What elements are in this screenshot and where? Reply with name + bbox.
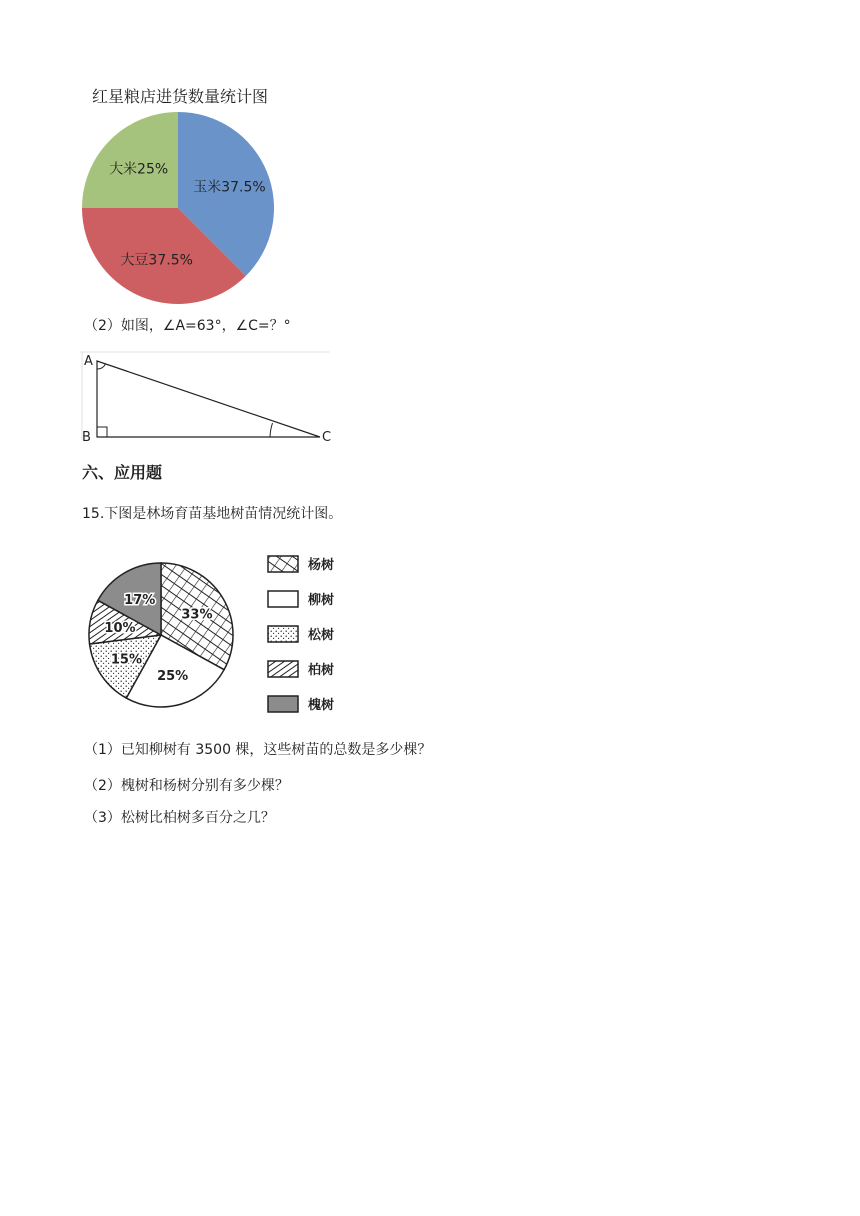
sub-question-1: （1）已知柳树有 3500 棵，这些树苗的总数是多少棵？ (84, 742, 432, 758)
angle-a-arc (97, 364, 106, 369)
legend-label: 柳树 (308, 593, 335, 608)
vertex-a-label: A (84, 354, 93, 369)
pie-slice-label: 33% (181, 607, 213, 623)
legend-swatch (268, 696, 298, 712)
tree-seedling-pie-chart (80, 545, 370, 725)
legend-label: 柏树 (308, 663, 335, 678)
sub-question-3: （3）松树比柏树多百分之几？ (84, 810, 275, 826)
vertex-b-label: B (82, 430, 91, 445)
pie-slice-label: 25% (157, 669, 189, 685)
pie-slice-label: 15% (110, 652, 143, 668)
right-angle-mark (97, 427, 107, 437)
angle-c-arc (270, 423, 273, 437)
pie-slice-label: 17% (124, 593, 156, 609)
legend-label: 杨树 (308, 558, 335, 573)
legend-label: 松树 (308, 628, 335, 643)
pie-slice-label: 大米25% (109, 161, 169, 178)
question-2: （2）如图，∠A=63°，∠C=？° (84, 318, 291, 334)
sub-question-2: （2）槐树和杨树分别有多少棵？ (84, 778, 289, 794)
pie-slice-label: 10% (104, 621, 136, 637)
pie-slice-3 (82, 112, 178, 208)
chart-title: 红星粮店进货数量统计图 (92, 87, 269, 106)
right-triangle-figure (80, 350, 340, 450)
pie-slice-label: 玉米37.5% (193, 179, 266, 196)
pie-slice-label: 大豆37.5% (120, 252, 193, 269)
legend-swatch (268, 556, 298, 572)
vertex-c-label: C (322, 430, 332, 445)
grain-pie-chart (80, 80, 300, 310)
legend-label: 槐树 (308, 698, 335, 713)
question-15: 15.下图是林场育苗基地树苗情况统计图。 (82, 506, 343, 522)
legend-swatch (268, 626, 298, 642)
section-heading: 六、应用题 (82, 463, 163, 482)
legend-swatch (268, 661, 298, 677)
legend-swatch (268, 591, 298, 607)
triangle-abc (97, 361, 320, 437)
